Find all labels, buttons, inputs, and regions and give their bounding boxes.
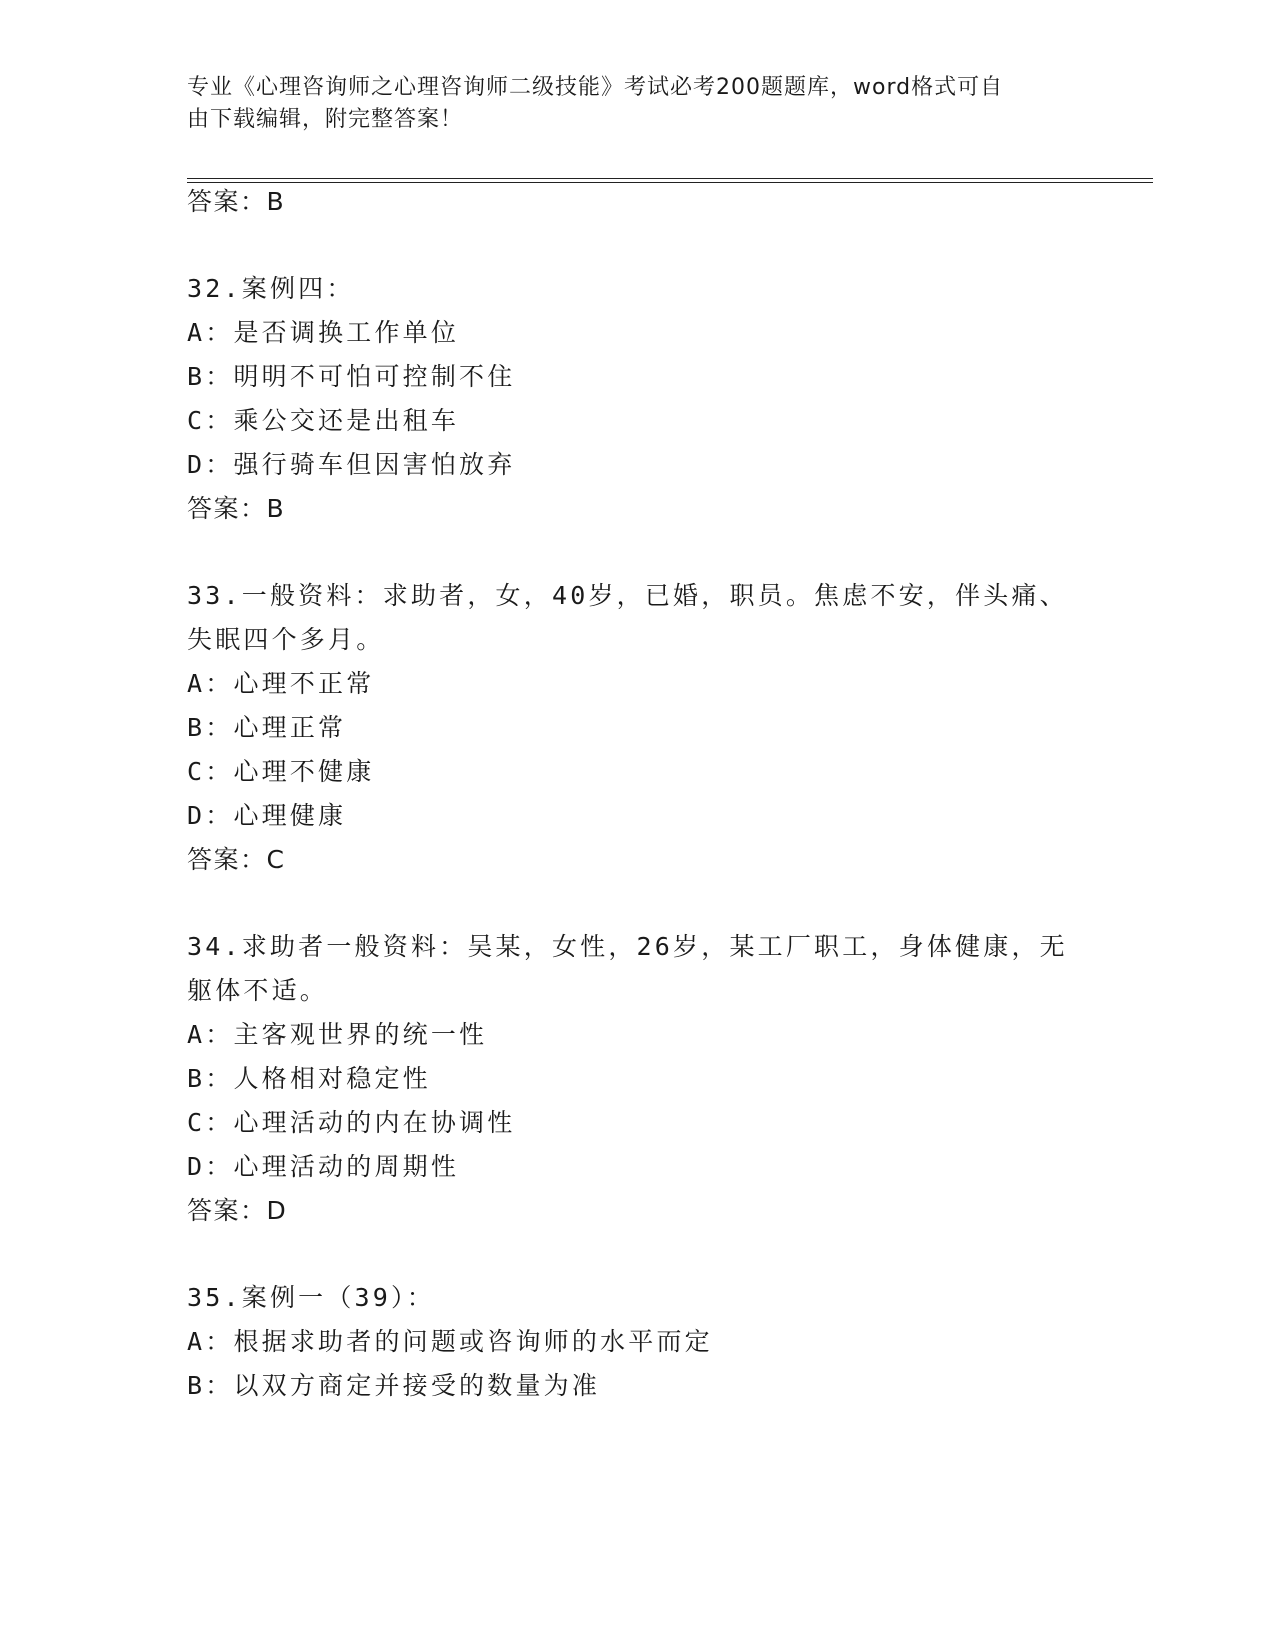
question-33-option-c: C：心理不健康 bbox=[187, 757, 375, 786]
question-35-stem: 35.案例一（39）： bbox=[187, 1283, 435, 1312]
question-35-option-a: A：根据求助者的问题或咨询师的水平而定 bbox=[187, 1327, 713, 1356]
question-34-option-b: B：人格相对稳定性 bbox=[187, 1064, 431, 1093]
question-32-stem: 32.案例四： bbox=[187, 274, 355, 303]
question-32-option-a: A：是否调换工作单位 bbox=[187, 318, 460, 347]
question-34-stem-line-1: 34.求助者一般资料：吴某，女性，26岁，某工厂职工，身体健康，无 bbox=[187, 932, 1068, 961]
question-33-option-a: A：心理不正常 bbox=[187, 669, 375, 698]
question-34-option-c: C：心理活动的内在协调性 bbox=[187, 1108, 516, 1137]
question-34-option-d: D：心理活动的周期性 bbox=[187, 1152, 460, 1181]
question-32-option-b: B：明明不可怕可控制不住 bbox=[187, 362, 516, 391]
question-33-option-d: D：心理健康 bbox=[187, 801, 347, 830]
document-header bbox=[187, 72, 1067, 136]
previous-answer: 答案：B bbox=[187, 187, 286, 216]
question-33-stem-line-2: 失眠四个多月。 bbox=[187, 625, 385, 654]
question-34-option-a: A：主客观世界的统一性 bbox=[187, 1020, 488, 1049]
question-34-answer: 答案：D bbox=[187, 1196, 288, 1225]
question-32-option-d: D：强行骑车但因害怕放弃 bbox=[187, 450, 516, 479]
question-33-answer: 答案：C bbox=[187, 845, 286, 874]
header-line-1: 专业《心理咨询师之心理咨询师二级技能》考试必考200题题库，word格式可自 bbox=[187, 75, 1004, 100]
question-35-option-b: B：以双方商定并接受的数量为准 bbox=[187, 1371, 601, 1400]
question-33-option-b: B：心理正常 bbox=[187, 713, 347, 742]
question-32-answer: 答案：B bbox=[187, 494, 286, 523]
question-34-stem-line-2: 躯体不适。 bbox=[187, 976, 329, 1005]
question-32-option-c: C：乘公交还是出租车 bbox=[187, 406, 460, 435]
header-divider bbox=[187, 178, 1153, 183]
header-line-2: 由下载编辑，附完整答案！ bbox=[187, 107, 464, 132]
question-33-stem-line-1: 33.一般资料：求助者，女，40岁，已婚，职员。焦虑不安，伴头痛、 bbox=[187, 581, 1068, 610]
